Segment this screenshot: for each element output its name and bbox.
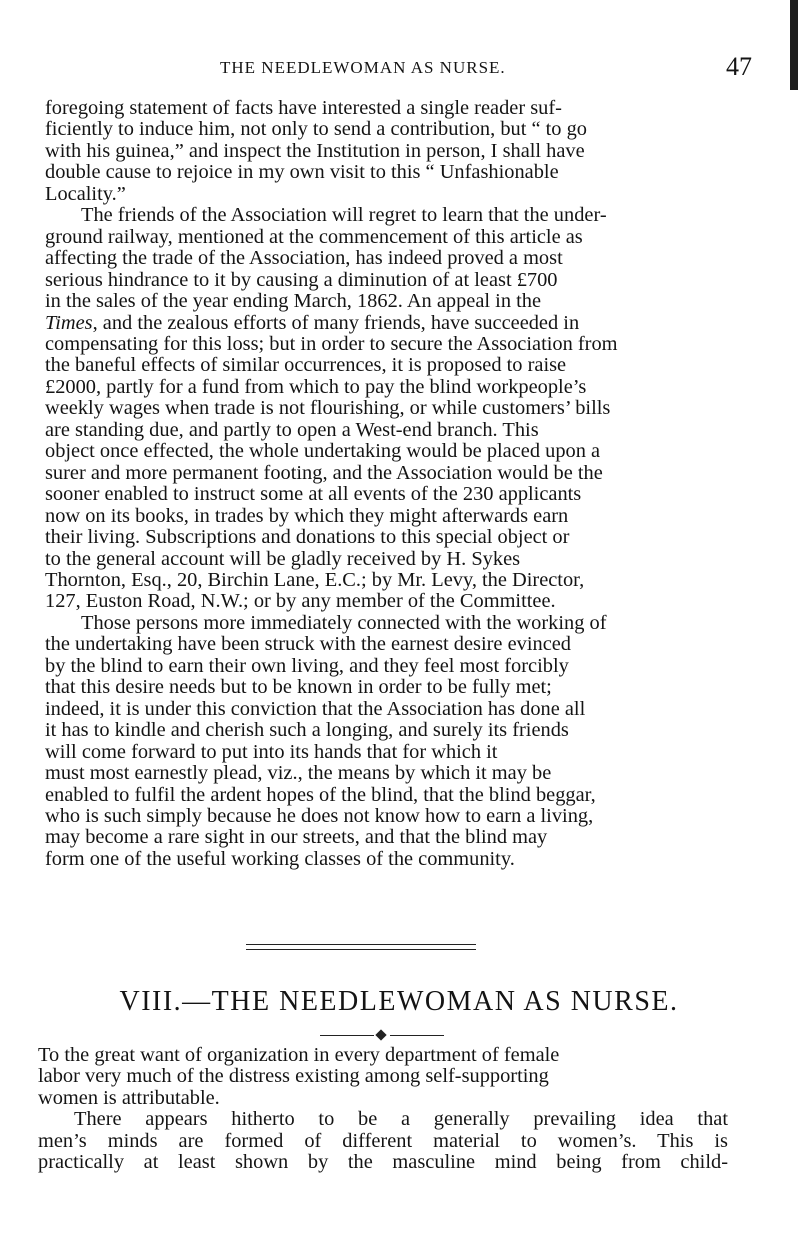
text-line: sooner enabled to instruct some at all events of the 230 applicants	[45, 483, 582, 506]
text-line: men’s minds are formed of different material to women’s. This is	[38, 1129, 728, 1152]
text-line: ground railway, mentioned at the commencement of this article as	[45, 225, 583, 248]
section-divider	[246, 944, 476, 954]
text-line: The friends of the Association will regret to learn that the under-	[81, 204, 607, 227]
page-header	[40, 52, 764, 86]
text-line: are standing due, and partly to open a West-end branch. This	[45, 418, 539, 441]
section-paragraph-2	[38, 1109, 728, 1173]
text-line: women is attributable.	[38, 1086, 220, 1109]
text-line: object once effected, the whole undertaking would be placed upon a	[45, 440, 601, 463]
running-title: THE NEEDLEWOMAN AS NURSE.	[220, 58, 506, 77]
section-paragraph-1	[38, 1045, 728, 1109]
text-line: the undertaking have been struck with the earnest desire evinced	[45, 633, 571, 656]
text-line: ficiently to induce him, not only to send a contribution, but “ to go	[45, 118, 587, 141]
text-line-italic-start: Times, and the zealous efforts of many friends, have succeeded in	[45, 311, 580, 334]
text-line: surer and more permanent footing, and the Association would be the	[45, 461, 603, 484]
text-line: Locality.”	[45, 182, 126, 205]
text-line: affecting the trade of the Association, has indeed proved a most	[45, 247, 563, 270]
text-line: the baneful effects of similar occurrences, it is proposed to raise	[45, 354, 567, 377]
text-line: There appears hitherto to be a generally prevailing idea that	[74, 1108, 728, 1131]
ornament-line	[390, 1035, 444, 1036]
heading-ornament	[320, 1031, 444, 1041]
divider-rule	[246, 949, 476, 950]
text-line: serious hindrance to it by causing a diminution of at least £700	[45, 268, 558, 291]
text-line: labor very much of the distress existing among self-supporting	[38, 1065, 549, 1088]
paragraph-2	[45, 205, 747, 613]
text-line: must most earnestly plead, viz., the means by which it may be	[45, 762, 552, 785]
diamond-icon	[375, 1029, 386, 1040]
text-line: double cause to rejoice in my own visit to this “ Unfashionable	[45, 161, 559, 184]
text-line: to the general account will be gladly received by H. Sykes	[45, 547, 521, 570]
text-line: by the blind to earn their own living, and they feel most forcibly	[45, 654, 569, 677]
text-line: form one of the useful working classes of the community.	[45, 847, 515, 870]
paragraph-1	[45, 98, 747, 205]
text-line: may become a rare sight in our streets, and that the blind may	[45, 826, 548, 849]
text-line: enabled to fulfil the ardent hopes of the blind, that the blind beggar,	[45, 783, 596, 806]
text-line: Thornton, Esq., 20, Birchin Lane, E.C.; by Mr. Levy, the Director,	[45, 568, 585, 591]
text-line: that this desire needs but to be known in order to be fully met;	[45, 676, 552, 699]
text-line: To the great want of organization in every department of female	[38, 1044, 560, 1066]
section-heading: VIII.—THE NEEDLEWOMAN AS NURSE.	[119, 986, 679, 1017]
divider-rule	[246, 944, 476, 945]
text-line: practically at least shown by the masculine mind being from child-	[38, 1151, 728, 1174]
text-line: in the sales of the year ending March, 1862. An appeal in the	[45, 290, 542, 313]
text-line: foregoing statement of facts have interested a single reader suf-	[45, 97, 562, 119]
text-line: Those persons more immediately connected with the working of	[81, 611, 607, 634]
text-line: it has to kindle and cherish such a longing, and surely its friends	[45, 719, 569, 742]
text-line: with his guinea,” and inspect the Institution in person, I shall have	[45, 139, 585, 162]
text-line: weekly wages when trade is not flourishing, or while customers’ bills	[45, 397, 611, 420]
ornament-line	[320, 1035, 374, 1036]
article-body	[45, 98, 747, 870]
text-line: £2000, partly for a fund from which to pay the blind workpeople’s	[45, 375, 587, 398]
page-number: 47	[726, 52, 752, 81]
text-line: who is such simply because he does not know how to earn a living,	[45, 804, 594, 827]
text-line: 127, Euston Road, N.W.; or by any member of the Committee.	[45, 590, 556, 613]
text-line: now on its books, in trades by which they might afterwards earn	[45, 504, 569, 527]
text-line: will come forward to put into its hands that for which it	[45, 740, 498, 763]
page-edge-mark	[790, 0, 798, 90]
text-line: their living. Subscriptions and donations to this special object or	[45, 526, 570, 549]
paragraph-3	[45, 613, 747, 870]
section-body	[38, 1045, 728, 1174]
text-line: compensating for this loss; but in order to secure the Association from	[45, 332, 618, 355]
text-line: indeed, it is under this conviction that the Association has done all	[45, 697, 586, 720]
